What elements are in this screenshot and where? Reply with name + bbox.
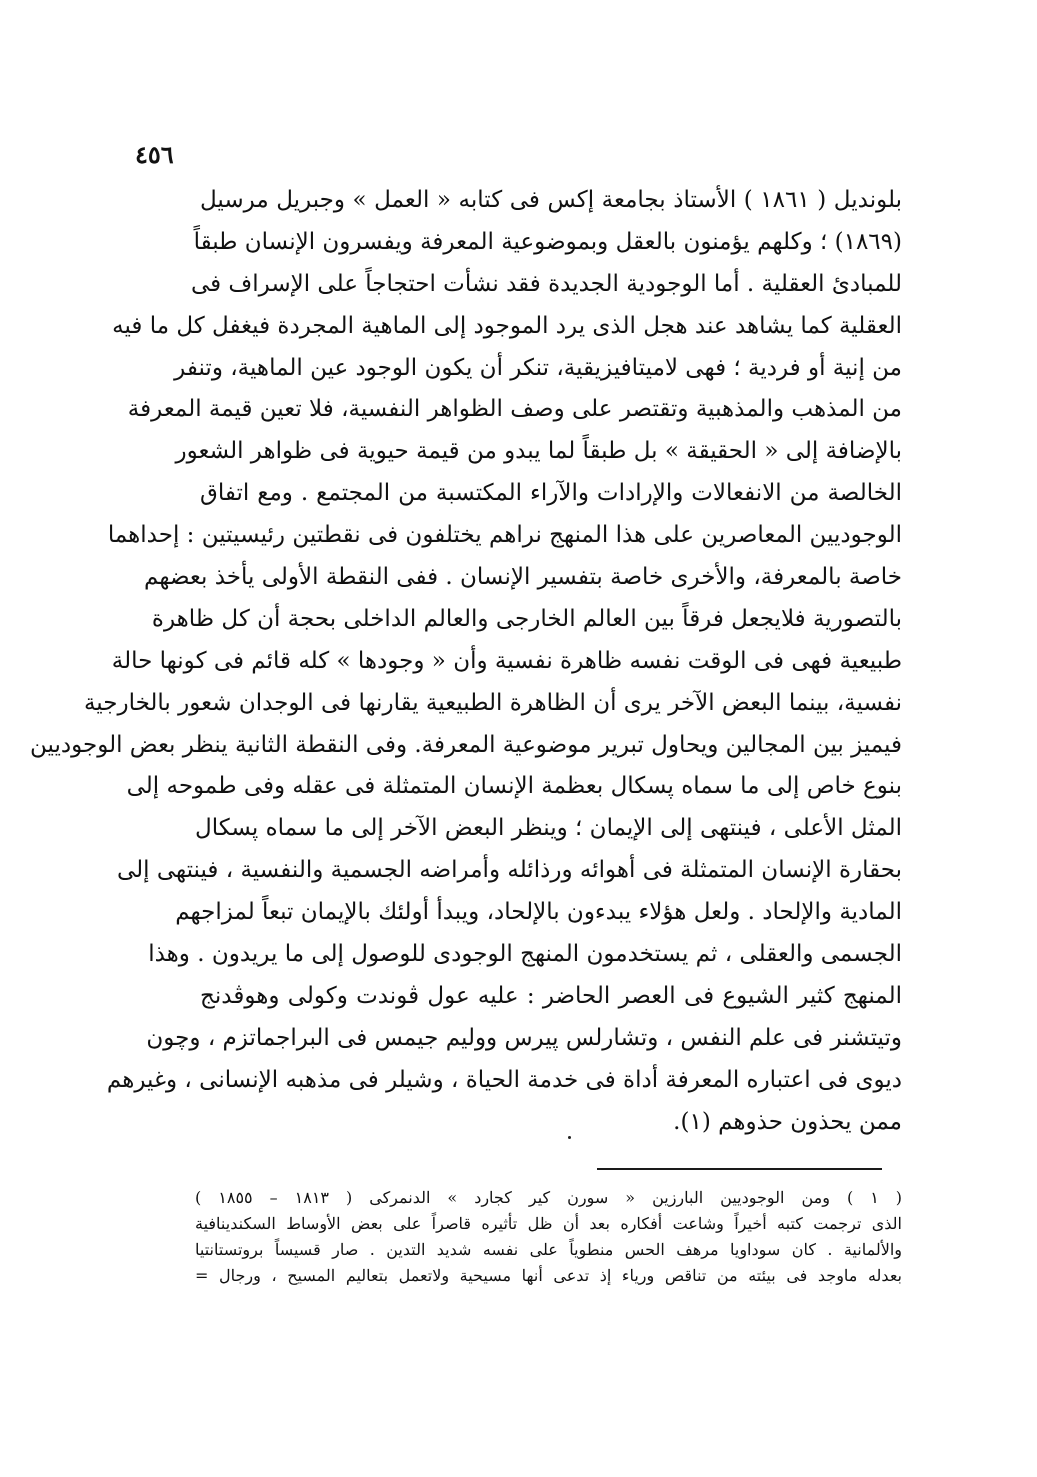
body-line: للمبادئ العقلية . أما الوجودية الجديدة فقد نشأت احتجاجاً على الإسراف فى: [190, 270, 902, 297]
body-line: طبيعية فهى فى الوقت نفسه ظاهرة نفسية وأن « وجودها » كله قائم فى كونها حالة: [111, 647, 902, 674]
body-text: [30, 180, 902, 1143]
footnote-line: ( ١ ) ومن الوجوديين البارزين « سورن كير كجارد » الدنمركى ( ١٨١٣ – ١٨٥٥ ): [195, 1188, 903, 1207]
body-line: خاصة بالمعرفة، والأخرى خاصة بتفسير الإنسان . ففى النقطة الأولى يأخذ بعضهم: [144, 564, 902, 591]
body-line: (١٨٦٩) ؛ وكلهم يؤمنون بالعقل وبموضوعية المعرفة ويفسرون الإنسان طبقاً: [193, 228, 902, 255]
body-line: بالتصورية فلايجعل فرقاً بين العالم الخارجى والعالم الداخلى بحجة أن كل ظاهرة: [151, 605, 902, 632]
body-line-last: ممن يحذون حذوهم (١).: [673, 1108, 902, 1135]
stray-ink-mark: [568, 1136, 571, 1139]
body-line: الخالصة من الانفعالات والإرادات والآراء المكتسبة من المجتمع . ومع اتفاق: [200, 480, 902, 507]
body-line: بالإضافة إلى « الحقيقة » بل طبقاً لما يبدو من قيمة حيوية فى ظواهر الشعور: [175, 438, 902, 465]
body-line: بنوع خاص إلى ما سماه پسكال بعظمة الإنسان المتمثلة فى عقله وفى طموحه إلى: [126, 773, 902, 800]
footnote-line: بعدله ماوجد فى بيئته من تناقص ورياء إذ تدعى أنها مسيحية ولاتعمل بتعاليم المسيح ، ورجال =: [195, 1266, 902, 1285]
body-line: ديوى فى اعتباره المعرفة أداة فى خدمة الحياة ، وشيلر فى مذهبه الإنسانى ، وغيرهم: [106, 1066, 902, 1093]
body-line: العقلية كما يشاهد عند هجل الذى يرد الموجود إلى الماهية المجردة فيغفل كل ما فيه: [112, 312, 902, 339]
footnote-divider: [597, 1168, 882, 1170]
body-line: الجسمى والعقلى ، ثم يستخدمون المنهج الوجودى للوصول إلى ما يريدون . وهذا: [148, 941, 902, 968]
footnote-line: والألمانية . كان سوداويا مرهف الحس منطوياً على نفسه شديد التدين . صار قسيساً بروتستانتيا: [195, 1240, 902, 1259]
body-line: من إنية أو فردية ؛ فهى لاميتافيزيقية، تنكر أن يكون الوجود عين الماهية، وتنفر: [174, 354, 902, 381]
body-line: من المذهب والمذهبية وتقتصر على وصف الظواهر النفسية، فلا تعين قيمة المعرفة: [127, 396, 902, 423]
footnote-line: الذى ترجمت كتبه أخيراً وشاعت أفكاره بعد أن ظل تأثيره قاصراً على بعض الأوساط السكندينافية: [195, 1214, 902, 1233]
body-line: نفسية، بينما البعض الآخر يرى أن الظاهرة الطبيعية يقارنها فى الوجدان شعور بالخارجية: [83, 689, 902, 716]
footnote: [195, 1185, 902, 1289]
body-line: فيميز بين المجالين ويحاول تبرير موضوعية المعرفة. وفى النقطة الثانية ينظر بعض الوجوديين: [30, 731, 902, 758]
body-line: الوجوديين المعاصرين على هذا المنهج نراهم يختلفون فى نقطتين رئيسيتين : إحداهما: [107, 522, 902, 549]
body-line: المنهج كثير الشيوع فى العصر الحاضر : عليه عول ڤوندت وكولى وهوڤدنج: [200, 982, 902, 1009]
body-line: المثل الأعلى ، فينتهى إلى الإيمان ؛ وينظر البعض الآخر إلى ما سماه پسكال: [194, 815, 902, 842]
body-line: وتيتشنر فى علم النفس ، وتشارلس پيرس ووليم جيمس فى البراجماتزم ، وچون: [146, 1024, 902, 1051]
body-line: المادية والإلحاد . ولعل هؤلاء يبدءون بالإلحاد، ويبدأ أولئك بالإيمان تبعاً لمزاجهم: [175, 899, 902, 926]
page-number: ٤٥٦: [135, 140, 174, 169]
body-line: بحقارة الإنسان المتمثلة فى أهوائه ورذائله وأمراضه الجسمية والنفسية ، فينتهى إلى: [116, 857, 902, 884]
body-line: بلونديل ( ١٨٦١ ) الأستاذ بجامعة إكس فى كتابه « العمل » وجبريل مرسيل: [200, 187, 902, 213]
